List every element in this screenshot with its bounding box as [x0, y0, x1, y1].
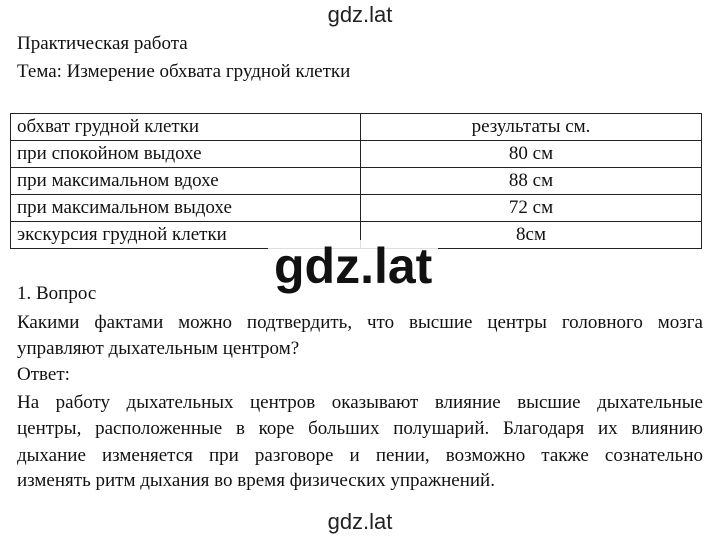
row-value: 80 см	[361, 141, 702, 168]
table-row	[11, 141, 702, 168]
row-label: экскурсия грудной клетки	[11, 222, 361, 249]
answer-line-2: центры, расположенные в коре больших полушарий. Благодаря их влиянию	[17, 418, 703, 439]
row-label: при максимальном выдохе	[11, 195, 361, 222]
table-header-row	[11, 114, 702, 141]
row-value: 72 см	[361, 195, 702, 222]
watermark-top: gdz.lat	[327, 2, 393, 27]
answer-label: Ответ:	[17, 364, 70, 385]
measurement-table	[10, 113, 702, 249]
column-header-measure: обхват грудной клетки	[11, 114, 361, 141]
watermark-bottom: gdz.lat	[327, 509, 393, 534]
answer-line-4: изменять ритм дыхания во время физических упражнений.	[17, 470, 495, 491]
row-value: 8см	[361, 222, 702, 249]
answer-line-3: дыхание изменяется при разговоре и пении, возможно также сознательно	[17, 445, 703, 466]
page-title: Практическая работа	[17, 33, 188, 54]
column-header-results: результаты см.	[361, 114, 702, 141]
question-text-line-1: Какими фактами можно подтвердить, что высшие центры головного мозга	[17, 312, 703, 333]
table-row	[11, 168, 702, 195]
row-value: 88 см	[361, 168, 702, 195]
topic-line: Тема: Измерение обхвата грудной клетки	[17, 61, 351, 82]
row-label: при максимальном вдохе	[11, 168, 361, 195]
question-text-line-2: управляют дыхательным центром?	[17, 338, 300, 359]
watermark-center: gdz.lat	[268, 240, 438, 293]
table-row	[11, 195, 702, 222]
question-number: 1. Вопрос	[17, 283, 97, 304]
row-label: при спокойном выдохе	[11, 141, 361, 168]
answer-line-1: На работу дыхательных центров оказывают влияние высшие дыхательные	[17, 392, 703, 413]
